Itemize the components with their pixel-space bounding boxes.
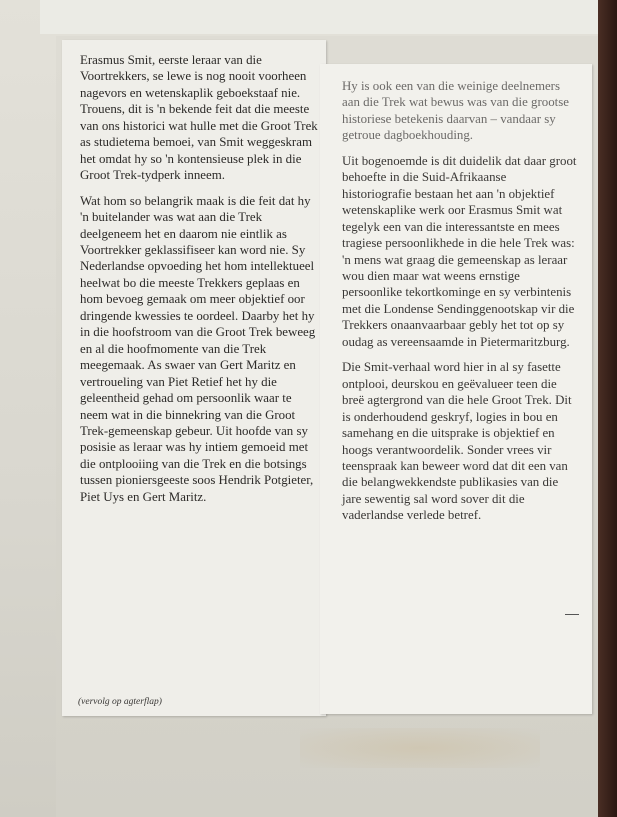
- margin-dash-mark: [565, 614, 579, 615]
- right-paragraph-3: Die Smit-verhaal word hier in al sy fasette ontplooi, deurskou en geëvalueer teen die breë agtergrond van die hele Groot Trek. Dit is onderhoudend geskryf, logies in bou en samehang en die uitsprake is objektief en hoogs verantwoordelik. Sonder vrees vir teenspraak kan beweer word dat dit een van die belangwekkendste publikasies van die jare sewentig sal word sover dit die vaderlandse verlede betref.: [342, 360, 572, 523]
- top-paper-strip: [40, 0, 600, 34]
- right-paragraph-1: Hy is ook een van die weinige deelnemers aan die Trek wat bewus was van die grootse historiese betekenis daarvan – vandaar sy getroue dagboekhouding.: [342, 79, 569, 143]
- paper-stain: [300, 728, 540, 768]
- left-text-column: [80, 52, 320, 514]
- right-paragraph-2: Uit bogenoemde is dit duidelik dat daar groot behoefte in die Suid-Afrikaanse historiografie bestaan het aan 'n objektief wetenskaplike werk oor Erasmus Smit wat tegelyk een van die interessantste en mees tragiese persoonlikhede in die hele Trek was: 'n mens wat graag die gemeenskap as leraar wou dien maar wat weens ernstige persoonlike tekortkominge en sy verbintenis met die Londense Sendinggenootskap vir die Trekkers onaanvaarbaar gebly het tot op sy oudag as vereensaamde in Pietermaritzburg.: [342, 153, 577, 349]
- continued-note: (vervolg op agterflap): [78, 697, 162, 707]
- book-spine-edge: [598, 0, 617, 817]
- left-paragraph-2: Wat hom so belangrik maak is die feit dat hy 'n buitelander was wat aan die Trek deelgeneem het en daarom nie eintlik as Voortrekker geklassifiseer kan word nie. Sy Nederlandse opvoeding het hom intellektueel heelwat bo die meeste Trekkers geplaas en hom bevoeg gemaak om meer objektief oor dringende kwessies te oordeel. Daarby het hy in die hoofstroom van die Groot Trek beweeg en al die hoofmomente van die Trek meegemaak. As swaer van Gert Maritz en vertroueling van Piet Retief het hy die geleentheid gehad om persoonlik waar te neem wat in die binnekring van die Groot Trek-gemeenskap gebeur. Uit hoofde van sy posisie as leraar was hy intiem gemoeid met die ontplooiing van die Trek en die botsings tussen pioniersgeeste soos Hendrik Potgieter, Piet Uys en Gert Maritz.: [80, 193, 316, 504]
- right-text-column: [342, 78, 578, 533]
- left-paragraph-1: Erasmus Smit, eerste leraar van die Voortrekkers, se lewe is nog nooit voorheen nagevors en wetenskaplik geboekstaaf nie. Trouens, dit is 'n bekende feit dat die meeste van ons historici wat hulle met die Groot Trek as studietema bemoei, van Smit weggeskram het omdat hy so 'n kontensieuse plek in die Groot Trek-tydperk inneem.: [80, 53, 318, 183]
